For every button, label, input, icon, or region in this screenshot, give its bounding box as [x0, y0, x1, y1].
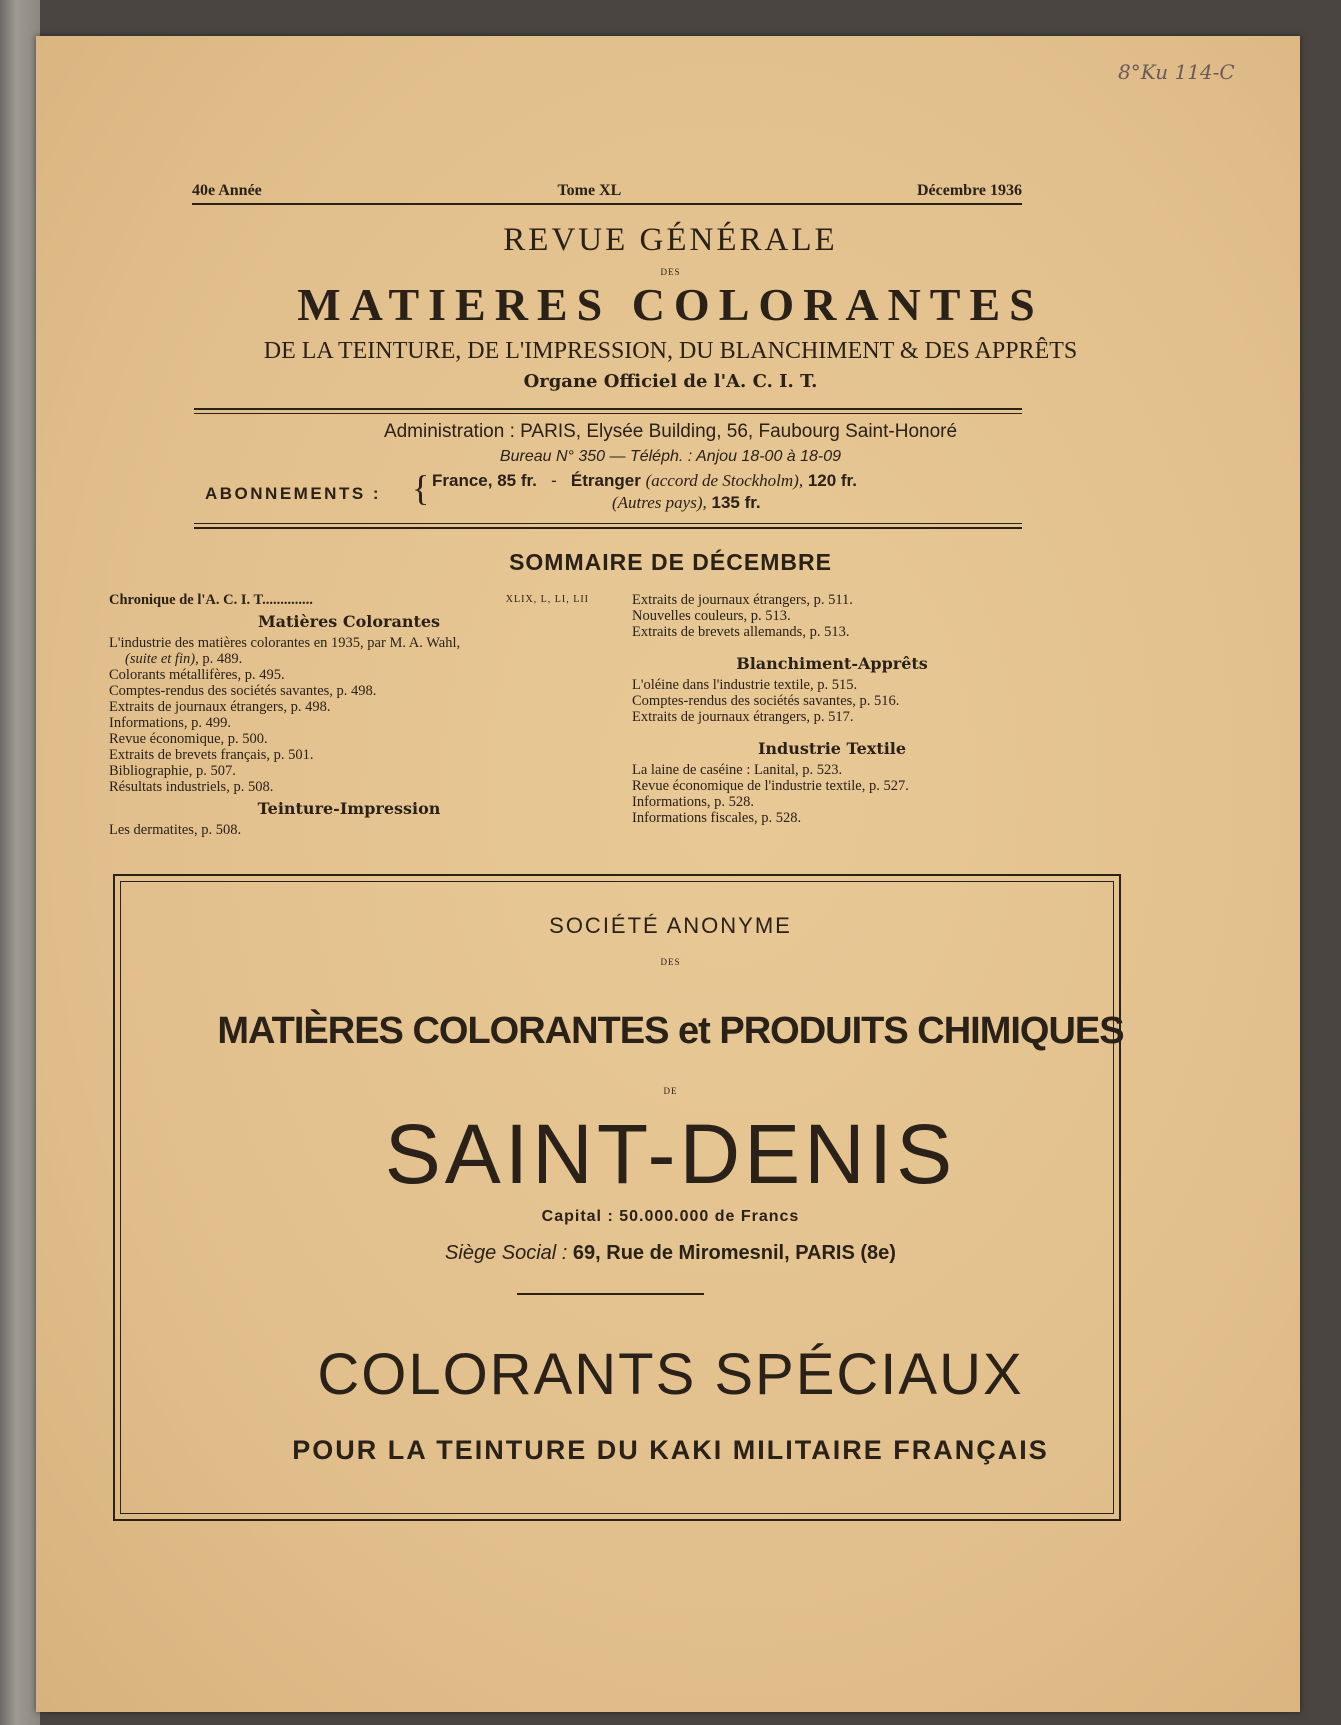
- list-item: La laine de caséine : Lanital, p. 523.: [632, 762, 843, 778]
- list-item: Colorants métallifères, p. 495.: [109, 667, 285, 683]
- journal-subtitle: DE LA TEINTURE, DE L'IMPRESSION, DU BLANCHIMENT & DES APPRÊTS: [263, 338, 1078, 364]
- issue-tome: Tome XL: [557, 182, 622, 199]
- divider: [192, 203, 1022, 205]
- sommaire-title: SOMMAIRE DE DÉCEMBRE: [509, 549, 832, 575]
- list-item: L'industrie des matières colorantes en 1935, par M. A. Wahl,: [109, 635, 461, 651]
- sommaire-right-column: [632, 592, 1032, 826]
- ad-city: SAINT-DENIS: [384, 1107, 957, 1201]
- ad-tagline: POUR LA TEINTURE DU KAKI MILITAIRE FRANÇAIS: [292, 1435, 1049, 1465]
- abonnements-line2: [612, 493, 761, 513]
- ad-capital: Capital : 50.000.000 de Francs: [541, 1208, 800, 1225]
- price-autres: 135 fr.: [711, 493, 761, 512]
- list-item: Nouvelles couleurs, p. 513.: [632, 608, 791, 624]
- list-item: L'oléine dans l'industrie textile, p. 515.: [632, 677, 858, 693]
- separator: -: [551, 471, 557, 490]
- chronique-entry: [109, 592, 589, 608]
- list-item: Extraits de journaux étrangers, p. 511.: [632, 592, 853, 608]
- list-item: Extraits de brevets français, p. 501.: [109, 747, 314, 763]
- journal-title-des: DES: [660, 267, 681, 277]
- suite-note: (suite et fin): [125, 651, 196, 667]
- page-ref: , p. 489.: [195, 651, 243, 667]
- binding-edge: [0, 0, 40, 1725]
- issue-year: 40e Année: [192, 182, 262, 199]
- chronique-label: Chronique de l'A. C. I. T..............: [109, 592, 313, 608]
- ad-siege: [0, 1242, 1341, 1264]
- price-etranger: 120 fr.: [807, 471, 857, 490]
- journal-organe: Organe Officiel de l'A. C. I. T.: [523, 371, 818, 392]
- issue-header: [192, 182, 1022, 200]
- ad-de: DE: [663, 1086, 678, 1096]
- etranger-label: Étranger: [570, 471, 641, 490]
- shelfmark-annotation: 8°Ku 114-C: [1118, 60, 1235, 84]
- divider: [517, 1293, 704, 1295]
- section-heading: Matières Colorantes: [257, 612, 441, 631]
- price-france: France, 85 fr.: [432, 471, 537, 490]
- list-item: Comptes-rendus des sociétés savantes, p. 498.: [109, 683, 377, 699]
- list-item: Comptes-rendus des sociétés savantes, p. 516.: [632, 693, 900, 709]
- ad-company-name: MATIÈRES COLORANTES et PRODUITS CHIMIQUES: [217, 1010, 1124, 1052]
- accord-note: (accord de Stockholm),: [645, 471, 804, 490]
- list-item: Informations, p. 499.: [109, 715, 232, 731]
- divider: [194, 523, 1022, 524]
- list-item: Revue économique, p. 500.: [109, 731, 268, 747]
- divider: [194, 408, 1022, 410]
- list-item: Revue économique de l'industrie textile, p. 527.: [632, 778, 909, 794]
- sommaire-left-column: [109, 592, 589, 838]
- divider: [194, 413, 1022, 414]
- ad-headline: COLORANTS SPÉCIAUX: [317, 1342, 1024, 1407]
- list-item: Informations fiscales, p. 528.: [632, 810, 802, 826]
- divider: [194, 527, 1022, 529]
- section-heading: Blanchiment-Apprêts: [736, 654, 928, 673]
- abonnements-label: ABONNEMENTS :: [205, 484, 382, 503]
- issue-date: Décembre 1936: [916, 182, 1022, 199]
- administration-address: Administration : PARIS, Elysée Building, 56, Faubourg Saint-Honoré: [383, 421, 958, 442]
- list-item: Les dermatites, p. 508.: [109, 822, 242, 838]
- bureau-phone: Bureau N° 350 — Téléph. : Anjou 18-00 à 18-09: [499, 448, 842, 465]
- autres-label: (Autres pays),: [612, 493, 707, 512]
- journal-title-line2: MATIERES COLORANTES: [297, 279, 1044, 330]
- list-item-continuation: [109, 651, 589, 667]
- list-item: Bibliographie, p. 507.: [109, 763, 236, 779]
- list-item: Résultats industriels, p. 508.: [109, 779, 274, 795]
- list-item: Extraits de journaux étrangers, p. 498.: [109, 699, 331, 715]
- siege-label: Siège Social :: [445, 1242, 568, 1264]
- journal-title-line1: REVUE GÉNÉRALE: [503, 222, 838, 258]
- list-item: Extraits de brevets allemands, p. 513.: [632, 624, 850, 640]
- section-heading: Teinture-Impression: [257, 799, 441, 818]
- brace: {: [412, 468, 430, 508]
- section-heading: Industrie Textile: [757, 739, 907, 758]
- ad-societe: SOCIÉTÉ ANONYME: [549, 913, 792, 938]
- ad-des: DES: [660, 957, 681, 967]
- chronique-pages: XLIX, L, LI, LII: [505, 594, 589, 605]
- siege-address: 69, Rue de Miromesnil, PARIS (8e): [572, 1242, 896, 1264]
- list-item: Extraits de journaux étrangers, p. 517.: [632, 709, 854, 725]
- abonnements-line1: [432, 471, 857, 491]
- list-item: Informations, p. 528.: [632, 794, 755, 810]
